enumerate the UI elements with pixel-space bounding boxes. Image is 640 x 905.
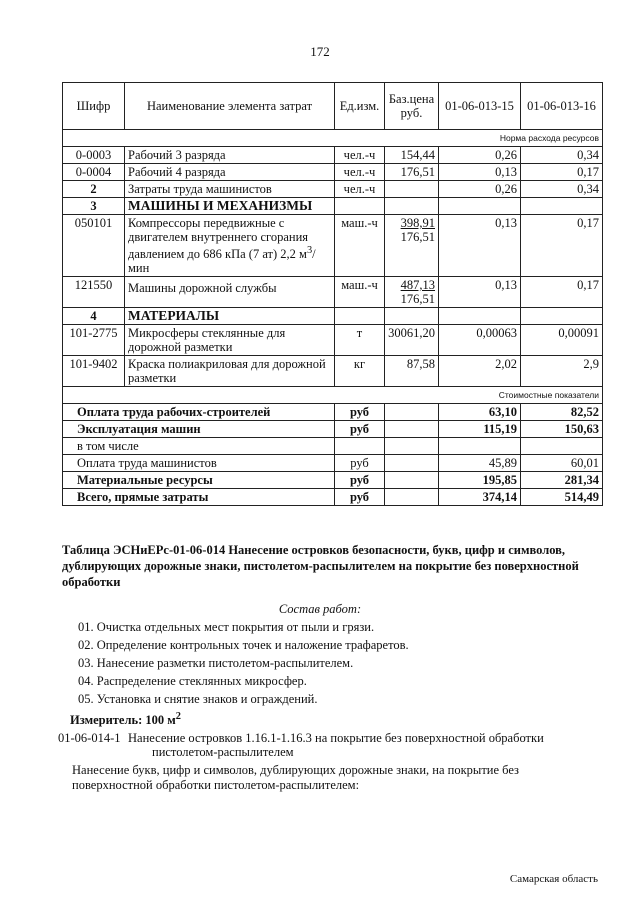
cost-v2: 150,63 bbox=[521, 421, 603, 438]
cell-name: Краска полиакриловая для дорожной разметки bbox=[125, 356, 335, 387]
cell-empty bbox=[385, 472, 439, 489]
header-price-line1: Баз.цена bbox=[388, 92, 435, 106]
cell-empty bbox=[385, 421, 439, 438]
cell-v2: 0,34 bbox=[521, 147, 603, 164]
table-header-row bbox=[63, 83, 603, 130]
cell-empty bbox=[385, 489, 439, 506]
cell-empty bbox=[439, 308, 521, 325]
cell-v2: 0,17 bbox=[521, 277, 603, 308]
work-item: 04. Распределение стеклянных микросфер. bbox=[78, 674, 307, 688]
header-col1: 01-06-013-15 bbox=[439, 83, 521, 130]
cell-name bbox=[125, 277, 335, 308]
cell-name-text: Компрессоры передвижные с двигателем внутреннего сгорания давлением до 686 кПа (7 ат) 2,2 м bbox=[128, 216, 309, 262]
work-item: 03. Нанесение разметки пистолетом-распылителем. bbox=[78, 656, 354, 670]
cell-price-bottom: 176,51 bbox=[400, 292, 435, 307]
cost-row bbox=[63, 489, 603, 506]
cost-row bbox=[63, 472, 603, 489]
cost-v2: 60,01 bbox=[521, 455, 603, 472]
measure-sup: 2 bbox=[175, 711, 181, 722]
cell-name: Рабочий 4 разряда bbox=[125, 164, 335, 181]
cell-unit: кг bbox=[335, 356, 385, 387]
header-col2: 01-06-013-16 bbox=[521, 83, 603, 130]
cell-price bbox=[385, 181, 439, 198]
header-price bbox=[385, 83, 439, 130]
cell-price: 87,58 bbox=[385, 356, 439, 387]
cell-name-tail: /мин bbox=[128, 247, 316, 276]
cell-price: 154,44 bbox=[385, 147, 439, 164]
cell-empty bbox=[385, 438, 439, 455]
cost-name: Эксплуатация машин bbox=[63, 421, 335, 438]
cost-name: Оплата труда машинистов bbox=[63, 455, 335, 472]
cell-name-text: Машины дорожной службы bbox=[128, 281, 277, 296]
header-name: Наименование элемента затрат bbox=[125, 83, 335, 130]
cost-v2: 514,49 bbox=[521, 489, 603, 506]
cell-code: 0-0003 bbox=[63, 147, 125, 164]
cost-row bbox=[63, 455, 603, 472]
cell-v2: 0,34 bbox=[521, 181, 603, 198]
cost-unit: руб bbox=[335, 489, 385, 506]
code-row-code: 01-06-014-1 bbox=[58, 731, 121, 745]
cell-v1: 0,00063 bbox=[439, 325, 521, 356]
table-row bbox=[63, 277, 603, 308]
cost-header: Стоимостные показатели bbox=[63, 387, 603, 404]
cell-unit: чел.-ч bbox=[335, 181, 385, 198]
code-row-line2: пистолетом-распылителем bbox=[152, 745, 294, 759]
table-row bbox=[63, 356, 603, 387]
cell-unit: маш.-ч bbox=[335, 215, 385, 277]
cell-price bbox=[385, 277, 439, 308]
cost-row bbox=[63, 404, 603, 421]
resource-table bbox=[62, 82, 603, 506]
header-code: Шифр bbox=[63, 83, 125, 130]
section-row bbox=[63, 198, 603, 215]
cell-v1: 2,02 bbox=[439, 356, 521, 387]
norm-header: Норма расхода ресурсов bbox=[63, 130, 603, 147]
code-row-line1: Нанесение островков 1.16.1-1.16.3 на покрытие без поверхностной обработки bbox=[128, 731, 544, 745]
cost-v1: 374,14 bbox=[439, 489, 521, 506]
section-row bbox=[63, 308, 603, 325]
cost-v2: 82,52 bbox=[521, 404, 603, 421]
cell-name: Рабочий 3 разряда bbox=[125, 147, 335, 164]
cost-v1: 115,19 bbox=[439, 421, 521, 438]
cell-empty bbox=[335, 198, 385, 215]
cell-code: 2 bbox=[63, 181, 125, 198]
cell-name: Микросферы стеклянные для дорожной разметки bbox=[125, 325, 335, 356]
cell-v2: 0,00091 bbox=[521, 325, 603, 356]
cell-v1: 0,13 bbox=[439, 215, 521, 277]
cell-code: 0-0004 bbox=[63, 164, 125, 181]
cell-empty bbox=[385, 198, 439, 215]
cell-name-sup: 3 bbox=[306, 245, 313, 256]
cell-v1: 0,26 bbox=[439, 181, 521, 198]
cell-empty bbox=[385, 308, 439, 325]
cell-empty bbox=[335, 308, 385, 325]
cost-v1 bbox=[439, 438, 521, 455]
cell-code: 101-2775 bbox=[63, 325, 125, 356]
header-unit: Ед.изм. bbox=[335, 83, 385, 130]
cell-price: 30061,20 bbox=[385, 325, 439, 356]
table-row bbox=[63, 215, 603, 277]
cost-unit: руб bbox=[335, 472, 385, 489]
section-name: МАТЕРИАЛЫ bbox=[125, 308, 335, 325]
cell-price-top: 398,91 bbox=[400, 216, 435, 230]
cost-unit: руб bbox=[335, 421, 385, 438]
note: Нанесение букв, цифр и символов, дублирующих дорожные знаки, на покрытие без поверхностной обработки пистолетом-распылителем: bbox=[72, 763, 519, 792]
cell-price: 176,51 bbox=[385, 164, 439, 181]
cost-row bbox=[63, 421, 603, 438]
composition-title: Состав работ: bbox=[278, 602, 362, 616]
cell-price bbox=[385, 215, 439, 277]
cell-unit: маш.-ч bbox=[335, 277, 385, 308]
table-row bbox=[63, 147, 603, 164]
cell-v1: 0,13 bbox=[439, 277, 521, 308]
cell-empty bbox=[385, 455, 439, 472]
cell-name: Затраты труда машинистов bbox=[125, 181, 335, 198]
table-row bbox=[63, 181, 603, 198]
cell-unit: чел.-ч bbox=[335, 164, 385, 181]
cell-price-bottom: 176,51 bbox=[400, 230, 435, 244]
cell-code: 050101 bbox=[63, 215, 125, 277]
work-item: 05. Установка и снятие знаков и ограждений. bbox=[78, 692, 318, 706]
table-title: Таблица ЭСНиЕРс-01-06-014 Нанесение островков безопасности, букв, цифр и символов, дублирующих дорожные знаки, пистолетом-распылителем на покрытие без поверхностной обработки bbox=[62, 543, 579, 589]
cell-unit: т bbox=[335, 325, 385, 356]
cell-v2: 0,17 bbox=[521, 164, 603, 181]
cost-name: в том числе bbox=[63, 438, 335, 455]
section-name: МАШИНЫ И МЕХАНИЗМЫ bbox=[125, 198, 335, 215]
footer: Самарская область bbox=[509, 873, 598, 885]
cost-header-row bbox=[63, 387, 603, 404]
cost-name: Всего, прямые затраты bbox=[63, 489, 335, 506]
cell-v2: 0,17 bbox=[521, 215, 603, 277]
cell-v1: 0,13 bbox=[439, 164, 521, 181]
cost-v1: 63,10 bbox=[439, 404, 521, 421]
table-row bbox=[63, 325, 603, 356]
cost-row bbox=[63, 438, 603, 455]
cell-v1: 0,26 bbox=[439, 147, 521, 164]
cost-unit: руб bbox=[335, 404, 385, 421]
work-item: 02. Определение контрольных точек и наложение трафаретов. bbox=[78, 638, 409, 652]
cell-code: 121550 bbox=[63, 277, 125, 308]
norm-header-row bbox=[63, 130, 603, 147]
cost-v2 bbox=[521, 438, 603, 455]
cell-empty bbox=[385, 404, 439, 421]
measure-text: Измеритель: 100 м bbox=[70, 713, 176, 728]
cost-unit bbox=[335, 438, 385, 455]
measure bbox=[70, 711, 181, 728]
cell-name bbox=[125, 215, 335, 277]
cell-empty bbox=[521, 198, 603, 215]
section-code: 3 bbox=[63, 198, 125, 215]
header-price-line2: руб. bbox=[400, 106, 423, 120]
cost-v2: 281,34 bbox=[521, 472, 603, 489]
cell-code: 101-9402 bbox=[63, 356, 125, 387]
page-number: 172 bbox=[310, 44, 330, 59]
cell-price-top: 487,13 bbox=[400, 278, 435, 293]
cost-name: Оплата труда рабочих-строителей bbox=[63, 404, 335, 421]
cost-name: Материальные ресурсы bbox=[63, 472, 335, 489]
table-row bbox=[63, 164, 603, 181]
cell-unit: чел.-ч bbox=[335, 147, 385, 164]
section-code: 4 bbox=[63, 308, 125, 325]
cell-v2: 2,9 bbox=[521, 356, 603, 387]
cost-unit: руб bbox=[335, 455, 385, 472]
cell-empty bbox=[439, 198, 521, 215]
cost-v1: 195,85 bbox=[439, 472, 521, 489]
cell-empty bbox=[521, 308, 603, 325]
cost-v1: 45,89 bbox=[439, 455, 521, 472]
work-item: 01. Очистка отдельных мест покрытия от пыли и грязи. bbox=[78, 620, 375, 634]
